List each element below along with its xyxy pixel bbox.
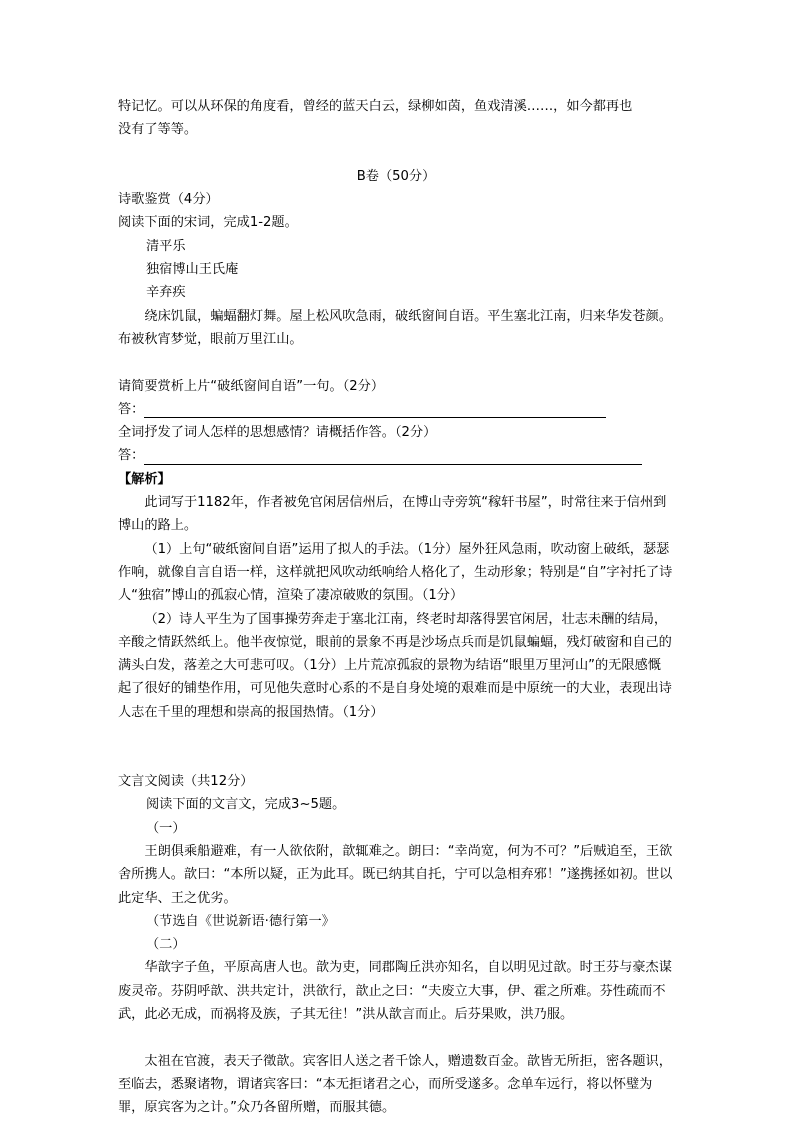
analysis-paragraph-3: （2）诗人平生为了国事操劳奔走于塞北江南，终老时却落得罢官闲居，壮志未酬的结局，辛酸之情跃然纸上。他半夜惊觉，眼前的景象不再是沙场点兵而是饥鼠蝙蝠，残灯破窗和自己的满头白发，落差之大可悲可叹。（1分）上片荒凉孤寂的景物为结语“眼里万里河山”的无限感慨起了很好的铺垫作用，可见他失意时心系的不是自身处境的艰难而是中原统一的大业，表现出诗人志在千里的理想和崇高的报国热情。（1分） [118, 611, 672, 720]
part-1-label: （一） [146, 820, 186, 836]
answer-line[interactable] [144, 449, 642, 465]
part-2-label: （二） [146, 937, 186, 953]
poem-text: 绕床饥鼠，蝙蝠翻灯舞。屋上松风吹急雨，破纸窗间自语。平生塞北江南，归来华发苍颜。布被秋宵梦觉，眼前万里江山。 [118, 308, 672, 347]
analysis-label: 【解析】 [118, 471, 171, 487]
part-1-source: （节选自《世说新语·德行第一》 [146, 913, 335, 929]
answer-label: 答： [118, 448, 145, 464]
poem-title: 清平乐 [146, 238, 186, 254]
answer-row-1 [118, 398, 674, 421]
document-page [118, 95, 674, 1119]
analysis-paragraph-1: 此词写于1182年，作者被免官闲居信州后，在博山寺旁筑“稼轩书屋”，时常往来于信州到博山的路上。 [118, 495, 667, 534]
poem-subtitle: 独宿博山王氏庵 [146, 262, 239, 278]
intro-line-2: 没有了等等。 [118, 122, 198, 138]
part-2-text: 华歆字子鱼，平原高唐人也。歆为吏，同郡陶丘洪亦知名，自以明见过歆。时王芬与豪杰谋废灵帝。芬阴呼歆、洪共定计，洪欲行，歆止之曰：“夫废立大事，伊、霍之所难。芬性疏而不武，此必无成，而祸将及族，子其无往！”洪从歆言而止。后芬果败，洪乃服。 [118, 960, 672, 1022]
question-2: 全词抒发了词人怎样的思想感情？请概括作答。（2分） [118, 425, 437, 441]
part-3-text: 太祖在官渡，表天子徵歆。宾客旧人送之者千馀人，赠遗数百金。歆皆无所拒，密各题识，至临去，悉聚诸物，谓诸宾客曰：“本无拒诸君之心，而所受遂多。念单车远行，将以怀璧为罪，原宾客为之计。”众乃各留所赠，而服其德。 [118, 1053, 672, 1116]
section-b-title: B卷（50分） [356, 168, 436, 184]
analysis-paragraph-2: （1）上句“破纸窗间自语”运用了拟人的手法。（1分）屋外狂风急雨，吹动窗上破纸，瑟瑟作响，就像自言自语一样，这样就把风吹动纸响给人格化了，生动形象；特别是“自”字衬托了诗人“独宿”博山的孤寂心情，渲染了凄凉破败的氛围。（1分） [118, 541, 673, 604]
poet-name: 辛弃疾 [146, 285, 186, 301]
question-1: 请简要赏析上片“破纸窗间自语”一句。（2分） [118, 378, 385, 394]
intro-line-1: 特记忆。可以从环保的角度看，曾经的蓝天白云，绿柳如茵，鱼戏清溪……，如今都再也 [118, 99, 633, 114]
answer-line[interactable] [144, 402, 606, 418]
poetry-heading: 诗歌鉴赏（4分） [118, 192, 219, 208]
classical-instruction: 阅读下面的文言文，完成3~5题。 [146, 797, 346, 813]
part-1-text: 王朗俱乘船避难，有一人欲依附，歆辄难之。朗曰：“幸尚宽，何为不可？”后贼追至，王欲舍所携人。歆曰：“本所以疑，正为此耳。既已纳其自托，宁可以急相弃邪！”遂携拯如初。世以此定华、王之优劣。 [118, 843, 673, 906]
classical-heading: 文言文阅读（共12分） [118, 774, 254, 790]
answer-label: 答： [118, 401, 145, 417]
poetry-instruction: 阅读下面的宋词，完成1-2题。 [118, 215, 298, 231]
answer-row-2 [118, 444, 674, 467]
